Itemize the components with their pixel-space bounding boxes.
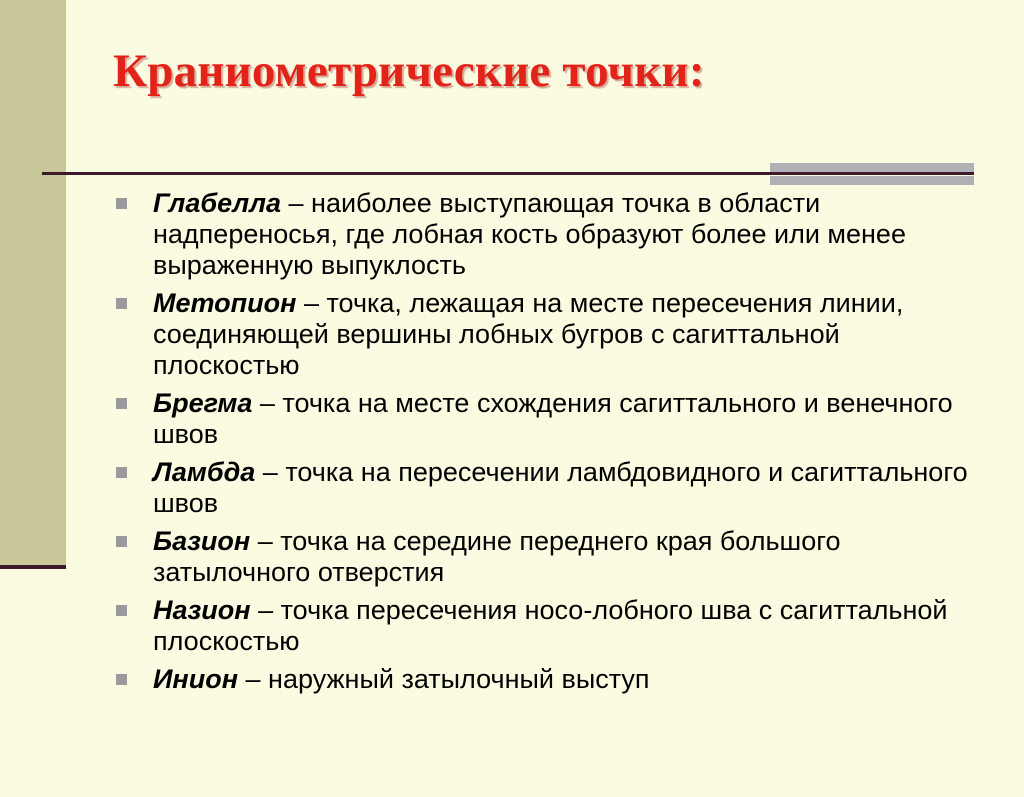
list-item xyxy=(116,288,976,381)
square-bullet-icon xyxy=(116,467,127,478)
point-definition: – точка, лежащая на месте пересечения линии, соединяющей вершины лобных бугров с сагиттальной плоскостью xyxy=(153,288,904,380)
left-decorative-bar xyxy=(0,0,66,565)
list-item xyxy=(116,664,976,695)
point-term: Брегма xyxy=(153,388,253,418)
title-divider xyxy=(42,172,974,175)
point-definition: – наружный затылочный выступ xyxy=(238,664,650,694)
square-bullet-icon xyxy=(116,298,127,309)
square-bullet-icon xyxy=(116,605,127,616)
square-bullet-icon xyxy=(116,674,127,685)
list-item xyxy=(116,188,976,281)
point-definition: – точка на середине переднего края большого затылочного отверстия xyxy=(153,526,841,587)
square-bullet-icon xyxy=(116,198,127,209)
list-item xyxy=(116,457,976,519)
square-bullet-icon xyxy=(116,398,127,409)
point-definition: – наиболее выступающая точка в области надпереносья, где лобная кость образуют более или менее выраженную выпуклость xyxy=(153,188,906,280)
point-term: Метопион xyxy=(153,288,297,318)
square-bullet-icon xyxy=(116,536,127,547)
accent-block-top xyxy=(770,163,974,172)
point-definition: – точка на пересечении ламбдовидного и сагиттального швов xyxy=(153,457,968,518)
point-term: Назион xyxy=(153,595,251,625)
points-list xyxy=(116,188,976,702)
slide-title: Краниометрические точки: xyxy=(113,45,705,97)
list-item xyxy=(116,388,976,450)
point-term: Инион xyxy=(153,664,239,694)
point-term: Ламбда xyxy=(153,457,256,487)
point-definition: – точка на месте схождения сагиттального и венечного швов xyxy=(153,388,953,449)
point-term: Базион xyxy=(153,526,251,556)
list-item xyxy=(116,595,976,657)
point-definition: – точка пересечения носо-лобного шва с сагиттальной плоскостью xyxy=(153,595,948,656)
point-term: Глабелла xyxy=(153,188,282,218)
accent-block-bottom xyxy=(770,176,974,185)
left-bar-underline xyxy=(0,565,66,569)
list-item xyxy=(116,526,976,588)
